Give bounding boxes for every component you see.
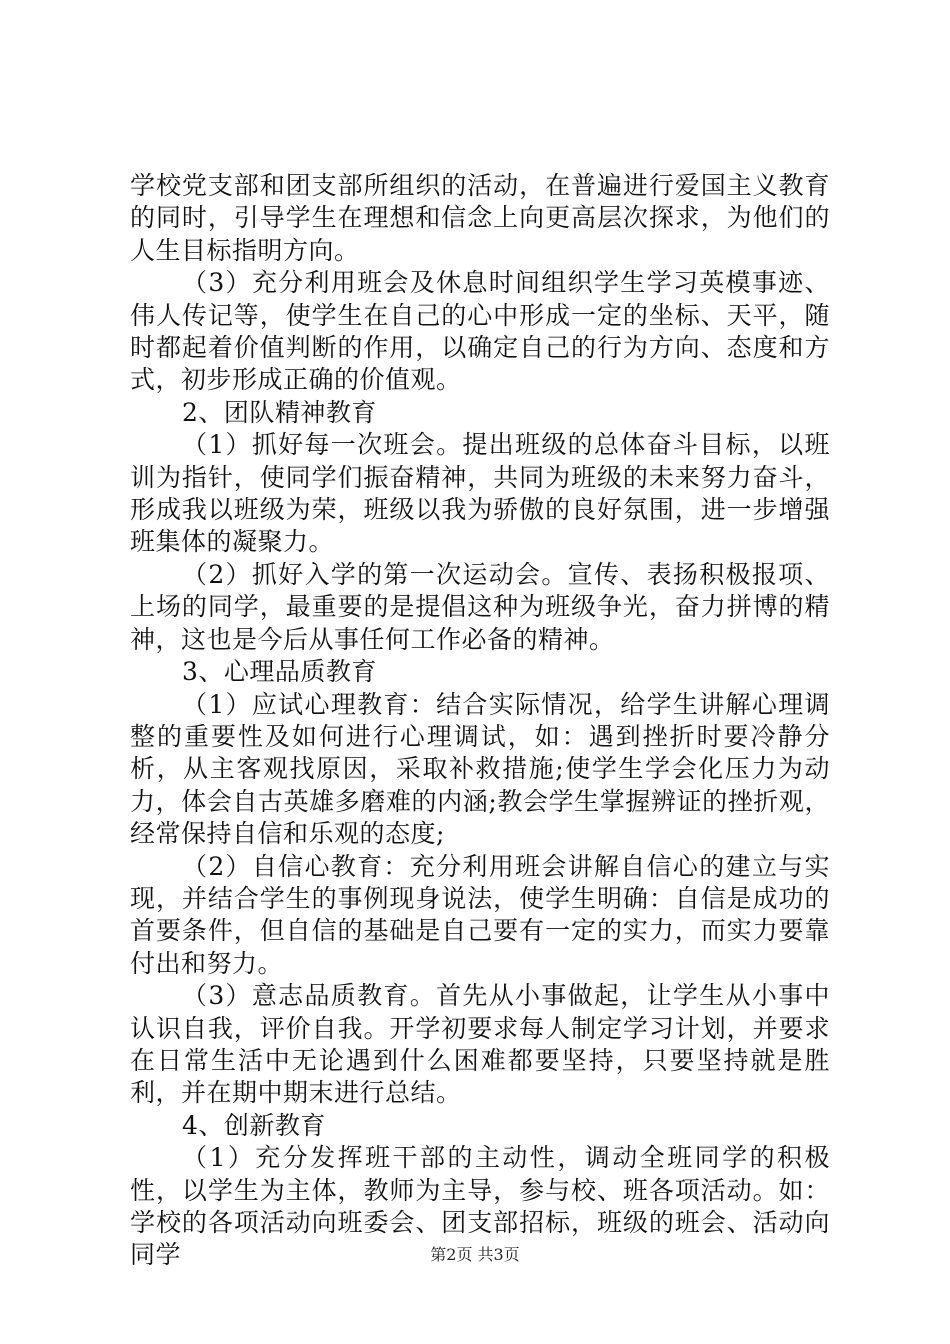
- body-paragraph: （1）抓好每一次班会。提出班级的总体奋斗目标，以班训为指针，使同学们振奋精神，共同为班级的未来努力奋斗，形成我以班级为荣，班级以我为骄傲的良好氛围，进一步增强班集体的凝聚力。: [130, 430, 830, 557]
- section-heading: 3、心理品质教育: [182, 657, 377, 687]
- body-paragraph: （1）应试心理教育：结合实际情况，给学生讲解心理调整的重要性及如何进行心理调试，如：遇到挫折时要冷静分析，从主客观找原因，采取补救措施;使学生学会化压力为动力，体会自古英雄多磨难的内涵;教会学生掌握辨证的挫折观，经常保持自信和乐观的态度;: [130, 689, 830, 849]
- body-paragraph: （3）充分利用班会及休息时间组织学生学习英模事迹、伟人传记等，使学生在自己的心中形成一定的坐标、天平，随时都起着价值判断的作用，以确定自己的行为方向、态度和方式，初步形成正确的价值观。: [130, 268, 830, 395]
- page-number-footer: 第2页 共3页: [430, 1245, 520, 1264]
- body-paragraph: （2）自信心教育：充分利用班会讲解自信心的建立与实现，并结合学生的事例现身说法，使学生明确：自信是成功的首要条件，但自信的基础是自己要有一定的实力，而实力要靠付出和努力。: [130, 851, 830, 978]
- body-paragraph: （1）充分发挥班干部的主动性，调动全班同学的积极性，以学生为主体，教师为主导，参与校、班各项活动。如：学校的各项活动向班委会、团支部招标，班级的班会、活动向同学: [130, 1143, 830, 1270]
- body-paragraph: （2）抓好入学的第一次运动会。宣传、表扬积极报项、上场的同学，最重要的是提倡这种为班级争光，奋力拼博的精神，这也是今后从事任何工作必备的精神。: [130, 559, 830, 654]
- body-paragraph: （3）意志品质教育。首先从小事做起，让学生从小事中认识自我，评价自我。开学初要求每人制定学习计划，并要求在日常生活中无论遇到什么困难都要坚持，只要坚持就是胜利，并在期中期末进行总结。: [130, 981, 830, 1108]
- body-paragraph: 学校党支部和团支部所组织的活动，在普遍进行爱国主义教育的同时，引导学生在理想和信念上向更高层次探求，为他们的人生目标指明方向。: [130, 171, 830, 265]
- section-heading: 4、创新教育: [182, 1110, 326, 1140]
- section-heading: 2、团队精神教育: [182, 397, 377, 427]
- document-body: [130, 170, 830, 1272]
